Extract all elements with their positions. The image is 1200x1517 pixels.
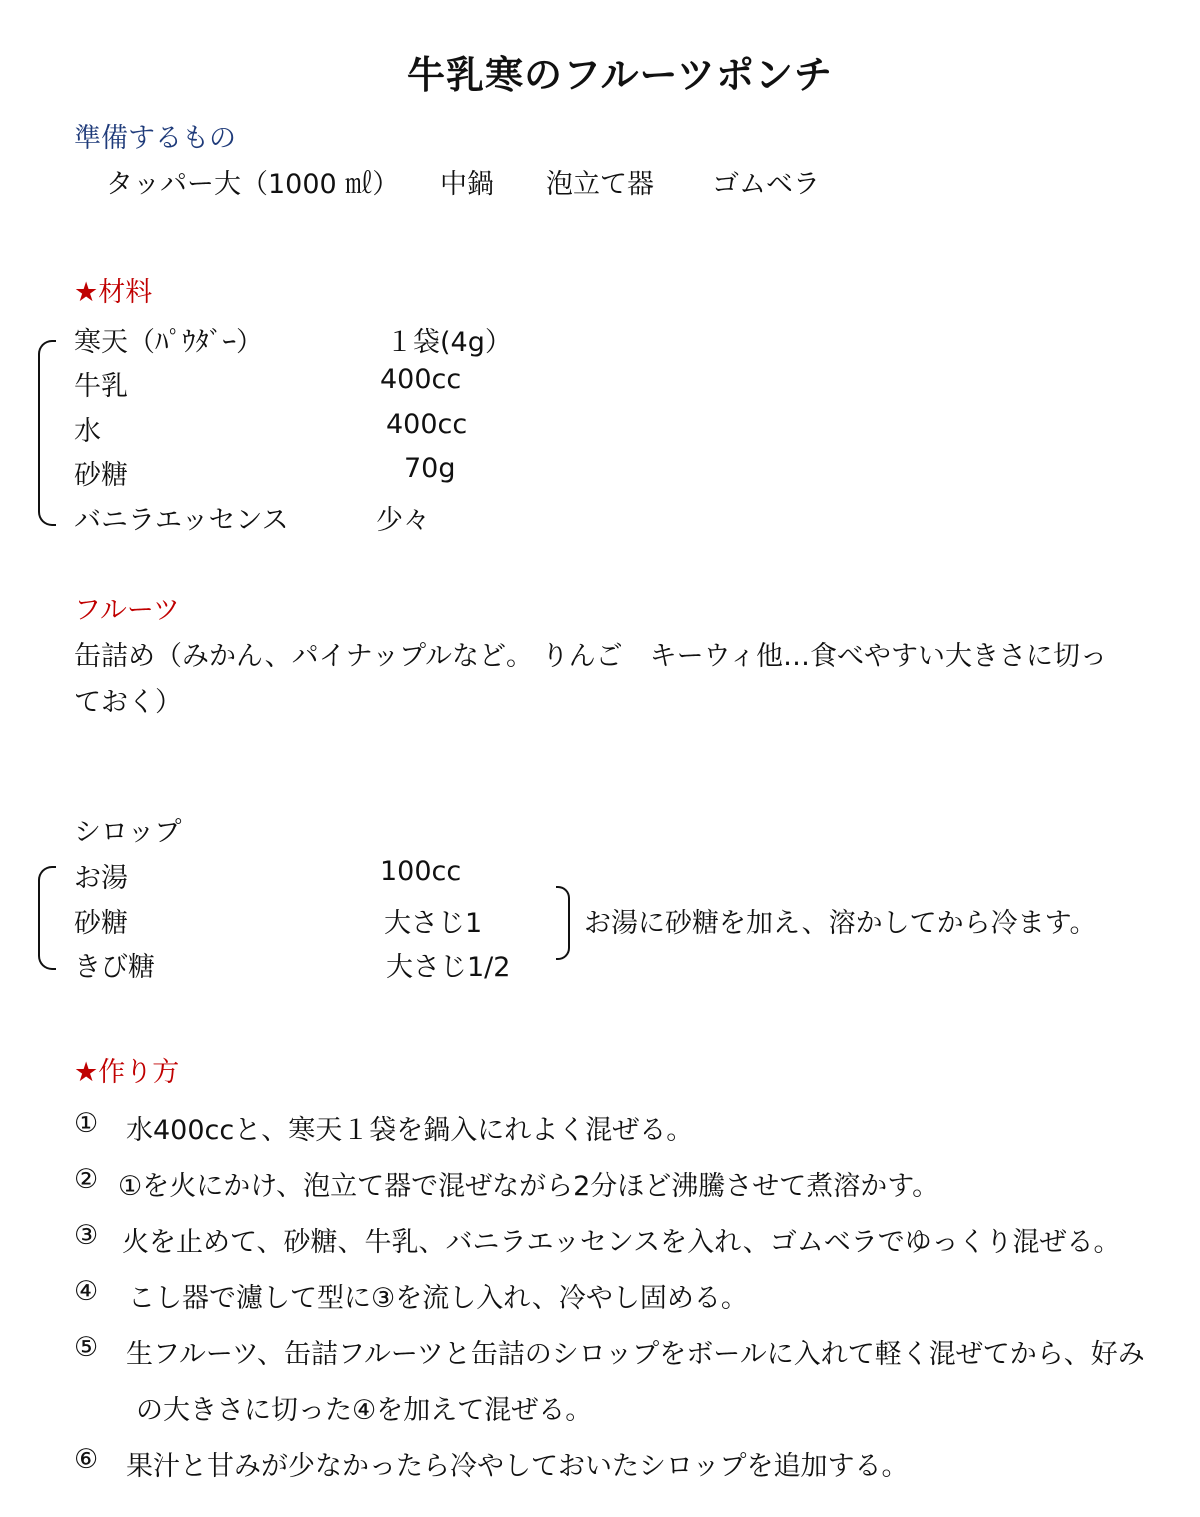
syrup-name: お湯 bbox=[74, 863, 128, 894]
step-number: ④ bbox=[74, 1276, 99, 1307]
ingredient-amount: 400cc bbox=[386, 409, 468, 440]
step-text: ①を火にかけ、泡立て器で混ぜながら2分ほど沸騰させて煮溶かす。 bbox=[118, 1171, 940, 1202]
step-text: 生フルーツ、缶詰フルーツと缶詰のシロップをボールに入れて軽く混ぜてから、好み bbox=[126, 1339, 1145, 1370]
step-number: ⑥ bbox=[74, 1444, 99, 1475]
step-number: ② bbox=[74, 1164, 99, 1195]
syrup-heading: シロップ bbox=[74, 817, 182, 848]
step-text-continued: の大きさに切った④を加えて混ぜる。 bbox=[136, 1395, 593, 1426]
step-number: ③ bbox=[74, 1220, 99, 1251]
tool-item: 中鍋 bbox=[440, 169, 494, 200]
tool-item: 泡立て器 bbox=[546, 169, 654, 200]
step-text: 水400ccと、寒天１袋を鍋入にれよく混ぜる。 bbox=[126, 1115, 694, 1146]
step-number: ① bbox=[74, 1108, 99, 1139]
ingredient-name: 砂糖 bbox=[74, 460, 128, 491]
ingredients-heading: ★材料 bbox=[74, 277, 153, 308]
fruits-text-line2: ておく） bbox=[74, 687, 182, 718]
prep-heading: 準備するもの bbox=[74, 123, 236, 154]
syrup-name: 砂糖 bbox=[74, 908, 128, 939]
syrup-amount: 大さじ1/2 bbox=[386, 952, 511, 983]
ingredient-amount: １袋(4g） bbox=[386, 327, 512, 358]
ingredient-name: バニラエッセンス bbox=[74, 505, 289, 536]
ingredient-amount: 400cc bbox=[380, 364, 462, 395]
page-title: 牛乳寒のフルーツポンチ bbox=[407, 53, 833, 97]
step-text: 果汁と甘みが少なかったら冷やしておいたシロップを追加する。 bbox=[126, 1451, 909, 1482]
step-text: こし器で濾して型に③を流し入れ、冷やし固める。 bbox=[128, 1283, 748, 1314]
step-text: 火を止めて、砂糖、牛乳、バニラエッセンスを入れ、ゴムベラでゆっくり混ぜる。 bbox=[122, 1227, 1121, 1258]
syrup-note-bracket bbox=[556, 886, 570, 960]
tool-item: ゴムベラ bbox=[712, 169, 820, 200]
syrup-name: きび糖 bbox=[74, 952, 155, 983]
ingredient-amount: 少々 bbox=[376, 505, 430, 536]
syrup-bracket bbox=[38, 866, 56, 970]
syrup-note: お湯に砂糖を加え、溶かしてから冷ます。 bbox=[584, 908, 1097, 939]
syrup-amount: 大さじ1 bbox=[384, 908, 483, 939]
syrup-amount: 100cc bbox=[380, 856, 462, 887]
step-number: ⑤ bbox=[74, 1332, 99, 1363]
method-heading: ★作り方 bbox=[74, 1057, 180, 1088]
ingredient-name: 水 bbox=[74, 416, 101, 447]
ingredient-name: 寒天（ﾊﾟｳﾀﾞｰ） bbox=[74, 327, 263, 358]
fruits-text-line1: 缶詰め（みかん、パイナップルなど。 りんご キーウィ他…食べやすい大きさに切っ bbox=[74, 641, 1107, 672]
fruits-heading: フルーツ bbox=[74, 595, 180, 626]
tool-item: タッパー大（1000 ㎖） bbox=[106, 169, 400, 200]
ingredient-name: 牛乳 bbox=[74, 371, 128, 402]
ingredients-bracket bbox=[38, 340, 56, 526]
ingredient-amount: 70g bbox=[404, 453, 456, 484]
